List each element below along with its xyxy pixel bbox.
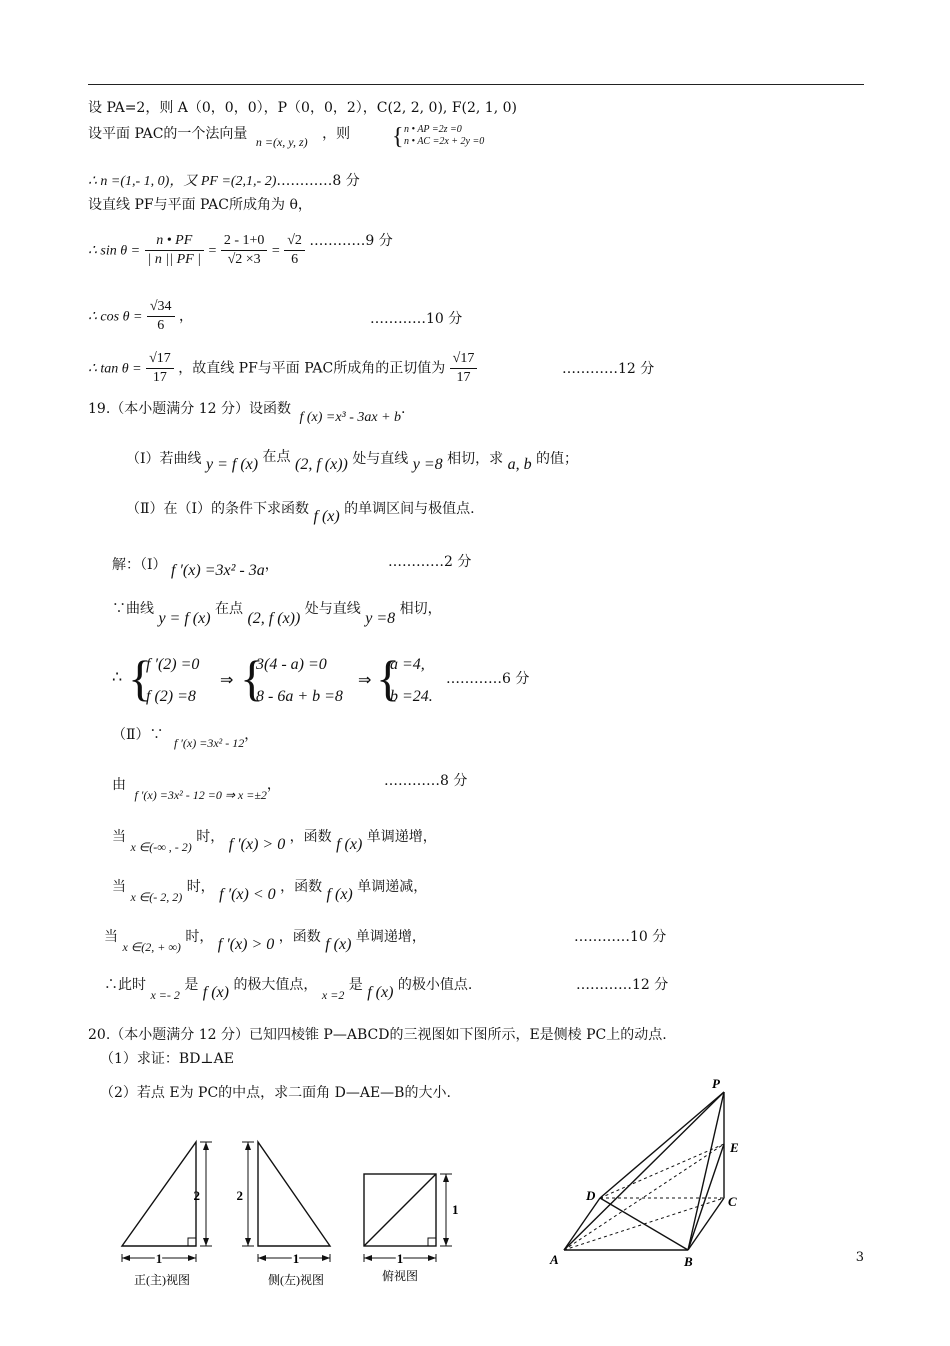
top-dim-1-right: 1 — [452, 1202, 459, 1217]
score-2: …………2 分 — [388, 554, 472, 570]
score-8: …………8 分 — [384, 773, 468, 789]
top-dim-1-bottom: 1 — [396, 1251, 404, 1266]
point-E: E — [730, 1140, 739, 1155]
point-A: A — [550, 1252, 559, 1267]
q19-part1: （Ⅰ）若曲线 y = f (x) 在点 (2, f (x)) 处与直线 y =8 相切，求 a, b 的值； — [126, 449, 579, 473]
score-10b: …………10 分 — [574, 929, 667, 945]
implies-2: ⇒ — [358, 672, 372, 689]
three-view-figure — [110, 1130, 470, 1290]
implies-1: ⇒ — [220, 672, 234, 689]
side-dim-2: 2 — [236, 1188, 243, 1203]
front-view-label: 正(主)视图 — [134, 1273, 190, 1287]
side-view-label: 侧(左)视图 — [268, 1273, 324, 1287]
brace-2: { — [240, 650, 264, 706]
point-D: D — [586, 1188, 596, 1203]
sol-system-therefore: ∴ — [112, 667, 123, 686]
sys1-eq1: f ′(2) =0 — [146, 656, 200, 673]
sol-interval-3: 当 x ∈(2, + ∞) 时， f ′(x) > 0 ，函数 f (x) 单调递增， — [104, 929, 426, 954]
line-tan: ∴ tan θ = $\frac{√17}{17}$ ，故直线 PF与平面 PAC所成角的正切值为 $\frac{√17}{17}$ — [88, 350, 477, 387]
top-view — [364, 1174, 452, 1262]
score-12a: …………12 分 — [562, 361, 655, 377]
brace-3: { — [376, 650, 400, 706]
sys3-eq1: a =4, — [390, 656, 425, 673]
sys2-eq2: 8 - 6a + b =8 — [256, 688, 343, 705]
sol-critical: 由 f ′(x) =3x² - 12 =0 ⇒ x =±2， — [112, 777, 281, 802]
point-B: B — [684, 1254, 693, 1269]
page-number: 3 — [855, 1250, 864, 1265]
front-dim-1: 1 — [155, 1251, 163, 1266]
sol-part1: 解：（Ⅰ） f ′(x) =3x² - 3a， — [112, 557, 279, 579]
sol-part2: （Ⅱ）∵ f ′(x) =3x² - 12， — [112, 727, 259, 750]
score-6: …………6 分 — [446, 671, 530, 687]
side-view — [242, 1142, 330, 1262]
sol-interval-2: 当 x ∈(- 2, 2) 时， f ′(x) < 0 ，函数 f (x) 单调递减， — [112, 879, 428, 904]
line-cos: ∴ cos θ = $\frac{√34}{6}$ ， — [88, 299, 193, 333]
sol-tangent: ∵曲线 y = f (x) 在点 (2, f (x)) 处与直线 y =8 相切， — [112, 601, 442, 627]
brace-1: { — [128, 650, 152, 706]
point-C: C — [728, 1194, 737, 1209]
sol-interval-1: 当 x ∈(-∞ , - 2) 时， f ′(x) > 0 ，函数 f (x) 单调递增， — [112, 829, 437, 854]
header-rule — [88, 84, 864, 85]
normal-vector-system: { n • AP =2z =0 n • AC =2x + 2y =0 — [392, 124, 485, 150]
line-setup: 设 PA=2，则 A（0，0，0），P（0，0，2），C(2, 2, 0), F(2, 1, 0) — [88, 100, 517, 116]
top-view-label: 俯视图 — [381, 1269, 419, 1283]
score-10a: …………10 分 — [370, 311, 463, 327]
q19-stem: 19.（本小题满分 12 分）设函数 f (x) =x³ - 3ax + b. — [88, 401, 406, 425]
front-dim-2: 2 — [193, 1188, 200, 1203]
q20-stem: 20.（本小题满分 12 分）已知四棱锥 P—ABCD的三视图如下图所示，E是侧棱 PC上的动点. — [88, 1027, 667, 1043]
pyramid-figure — [540, 1070, 760, 1270]
sys3-eq2: b =24. — [390, 688, 433, 705]
line-angle-def: 设直线 PF与平面 PAC所成角为 θ， — [88, 197, 312, 213]
point-P: P — [712, 1076, 720, 1091]
sys2-eq1: 3(4 - a) =0 — [256, 656, 327, 673]
side-dim-1: 1 — [292, 1251, 300, 1266]
q19-part2: （Ⅱ）在（Ⅰ）的条件下求函数 f (x) 的单调区间与极值点. — [126, 501, 475, 525]
line-normal-result: ∴ n =(1,- 1, 0)，又 PF =(2,1,- 2)…………8 分 — [88, 173, 360, 189]
line-normal-vector: 设平面 PAC的一个法向量 n =(x, y, z) ，则 — [88, 126, 351, 149]
score-12b: …………12 分 — [576, 977, 669, 993]
q20-part1: （1）求证：BD⊥AE — [100, 1051, 234, 1067]
line-sin: ∴ sin θ = $\frac{n • PF}{| n || PF |}$ = $\frac{2 - 1+0}{√2 \times 3}$ = $\frac{√2}{6}$ …………9 分 — [88, 232, 393, 267]
sys1-eq2: f (2) =8 — [146, 688, 196, 705]
q20-part2: （2）若点 E为 PC的中点，求二面角 D—AE—B的大小. — [100, 1085, 451, 1101]
sol-extrema: ∴此时 x =- 2 是 f (x) 的极大值点， x =2 是 f (x) 的极小值点. — [104, 977, 473, 1002]
